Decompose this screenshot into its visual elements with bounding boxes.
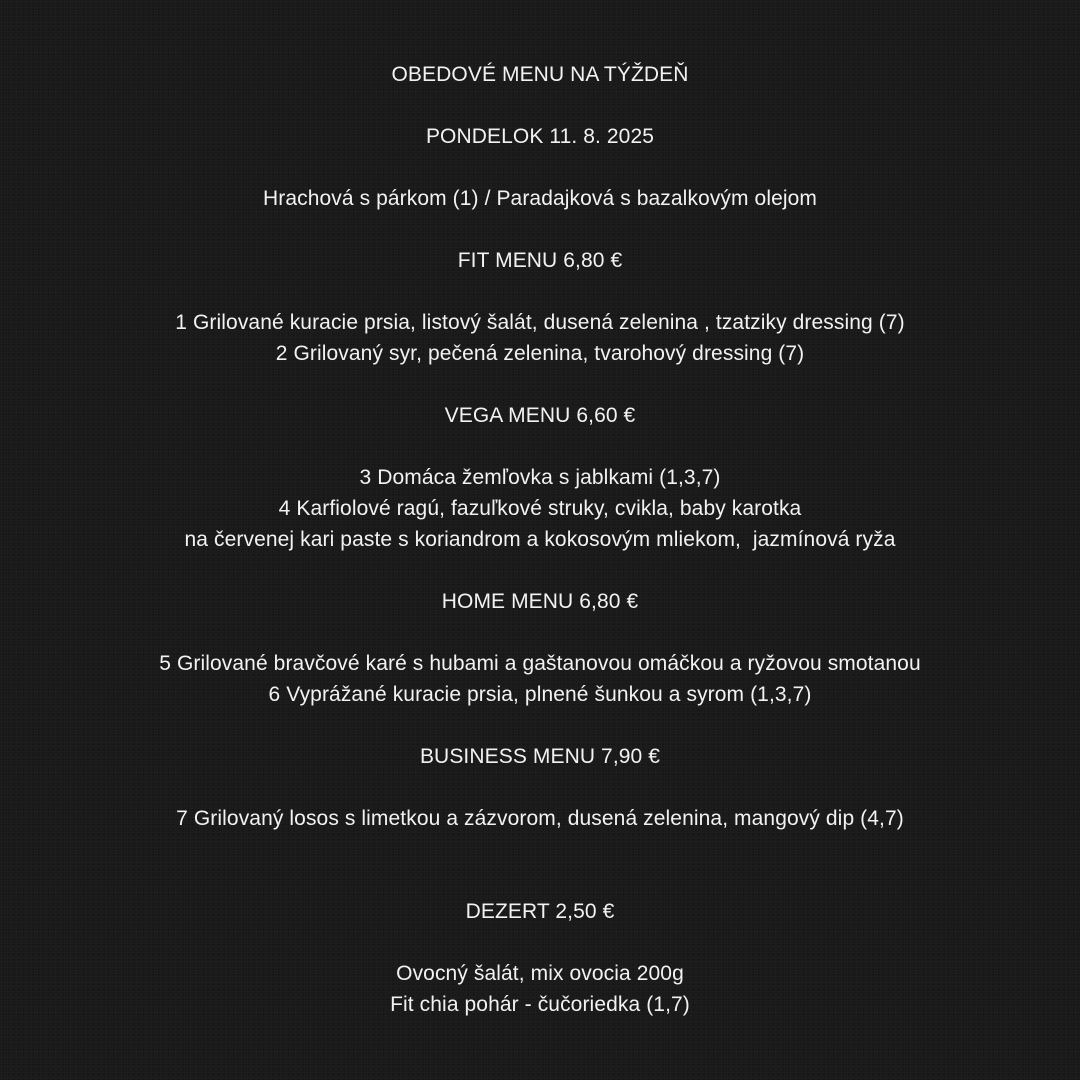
menu-day: PONDELOK 11. 8. 2025 [425,125,655,148]
home-menu-heading: HOME MENU 6,80 € [441,590,639,613]
business-menu-heading: BUSINESS MENU 7,90 € [419,745,661,768]
dessert-item-1: Ovocný šalát, mix ovocia 200g [396,962,684,985]
home-menu-item-5: 5 Grilované bravčové karé s hubami a gaštanovou omáčkou a ryžovou smotanou [159,652,921,675]
menu-title: OBEDOVÉ MENU NA TÝŽDEŇ [391,63,689,86]
fit-menu-item-2: 2 Grilovaný syr, pečená zelenina, tvarohový dressing (7) [275,342,805,365]
dessert-heading: DEZERT 2,50 € [465,900,615,923]
fit-menu-heading: FIT MENU 6,80 € [457,249,623,272]
soup-line: Hrachová s párkom (1) / Paradajková s bazalkovým olejom [262,187,818,210]
vega-menu-heading: VEGA MENU 6,60 € [444,404,636,427]
vega-menu-item-4: 4 Karfiolové ragú, fazuľkové struky, cvikla, baby karotka [278,497,802,520]
fit-menu-item-1: 1 Grilované kuracie prsia, listový šalát, dusená zelenina , tzatziky dressing (7) [175,311,905,334]
vega-menu-item-3: 3 Domáca žemľovka s jablkami (1,3,7) [359,466,721,489]
home-menu-item-6: 6 Vyprážané kuracie prsia, plnené šunkou a syrom (1,3,7) [268,683,812,706]
dessert-item-2: Fit chia pohár - čučoriedka (1,7) [390,993,690,1016]
business-menu-item-7: 7 Grilovaný losos s limetkou a zázvorom, dusená zelenina, mangový dip (4,7) [176,807,904,830]
vega-menu-item-4-continued: na červenej kari paste s koriandrom a kokosovým mliekom, jazmínová ryža [184,528,896,551]
